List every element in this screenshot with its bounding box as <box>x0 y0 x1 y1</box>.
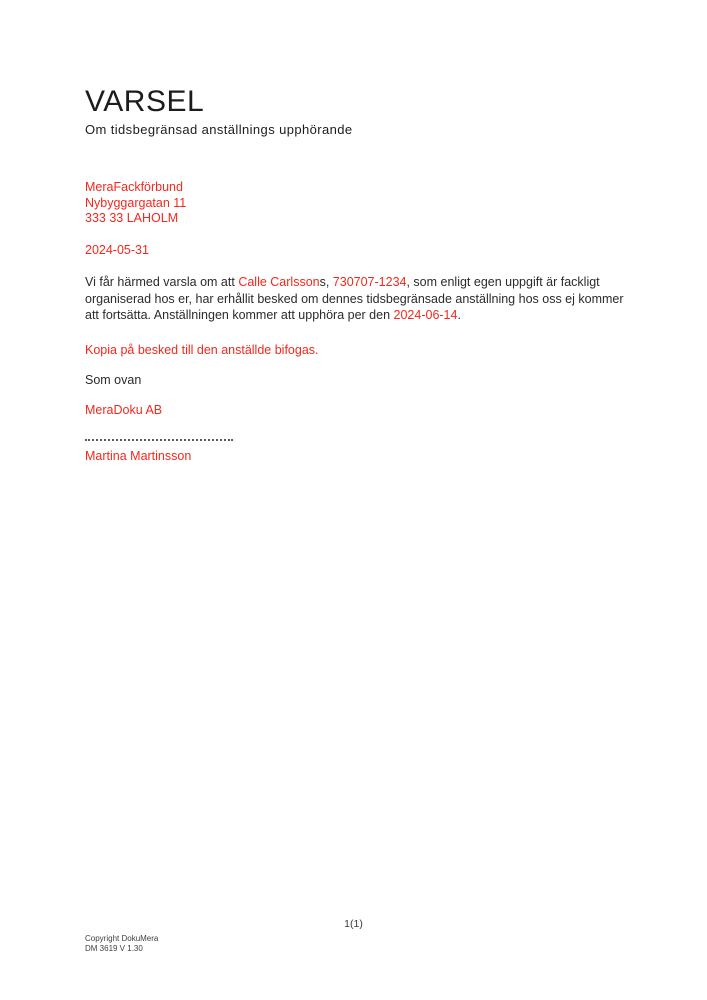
footer-copyright: Copyright DokuMera <box>85 934 159 943</box>
employment-end-date: 2024-06-14 <box>393 308 458 322</box>
recipient-name: MeraFackförbund <box>85 180 183 194</box>
page-title: VARSEL <box>85 85 205 118</box>
company-name: MeraDoku AB <box>85 403 163 417</box>
body-text-part3: , som enligt egen uppgift är fackligt organiserad hos er, har erhållit besked om dennes tidsbegränsade anställning hos oss ej kommer att fortsätta. Anställningen kommer att upphöra per den <box>85 275 624 322</box>
signatory-name: Martina Martinsson <box>85 449 192 463</box>
closing-phrase: Som ovan <box>85 373 142 387</box>
recipient-postal-city: 333 33 LAHOLM <box>85 211 179 225</box>
footer-doc-id: DM 3619 V 1.30 <box>85 944 143 953</box>
employee-name: Calle Carlsson <box>238 275 320 289</box>
document-date: 2024-05-31 <box>85 243 149 257</box>
signature-dotted-line <box>85 431 233 441</box>
recipient-address-block <box>85 180 186 227</box>
body-text-part1: Vi får härmed varsla om att <box>85 275 239 289</box>
recipient-street: Nybyggargatan 11 <box>85 195 187 210</box>
copy-note: Kopia på besked till den anställde bifogas. <box>85 343 319 357</box>
body-paragraph <box>85 274 637 324</box>
footer-meta <box>85 934 158 954</box>
body-text-part4: . <box>457 308 461 322</box>
page-subtitle: Om tidsbegränsad anställnings upphörande <box>85 122 353 137</box>
body-text-part2: s, <box>319 275 333 289</box>
page-number: 1(1) <box>344 918 363 930</box>
personal-number: 730707-1234 <box>332 275 407 289</box>
